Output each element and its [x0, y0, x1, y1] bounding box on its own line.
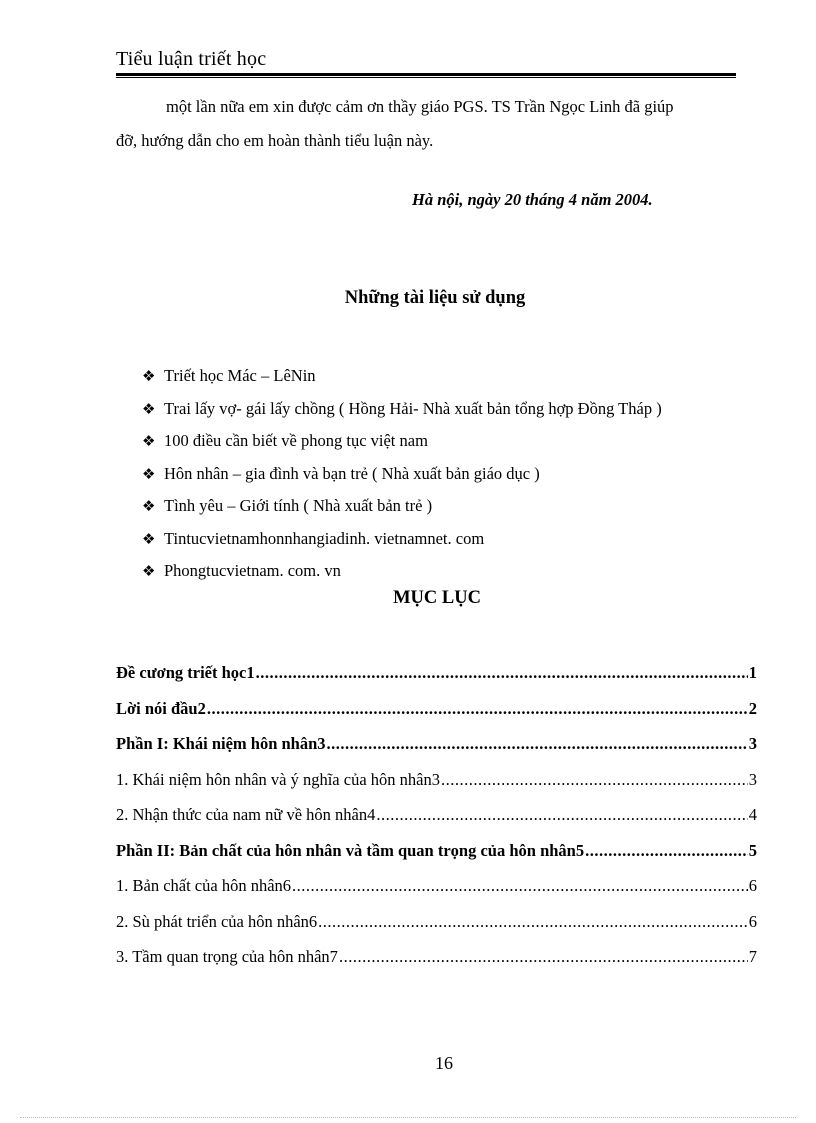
diamond-fleuron-icon: ❖ — [142, 497, 156, 516]
toc-entry-label: Lời nói đầu2 — [116, 698, 206, 718]
reference-text: Trai lấy vợ- gái lấy chồng ( Hồng Hải- Nhà xuất bản tổng hợp Đồng Tháp ) — [164, 398, 662, 418]
toc-entry[interactable] — [116, 766, 757, 802]
toc-dot-leader — [339, 943, 748, 971]
toc-entry[interactable] — [116, 801, 757, 837]
toc-entry-page: 3 — [748, 769, 757, 789]
toc-dot-leader — [292, 872, 748, 900]
reference-text: Triết học Mác – LêNin — [164, 366, 316, 386]
toc-dot-leader — [327, 730, 748, 758]
toc-entry-label: Đề cương triết học1 — [116, 663, 255, 682]
reference-item — [142, 555, 662, 588]
reference-item — [142, 425, 662, 458]
toc-title: MỤC LỤC — [393, 588, 481, 608]
toc-entry[interactable] — [116, 908, 757, 944]
diamond-fleuron-icon: ❖ — [142, 432, 156, 451]
toc-entry[interactable] — [116, 730, 757, 766]
toc-entry-page: 3 — [748, 734, 757, 753]
toc-dot-leader — [256, 659, 748, 687]
header-rule-thin — [116, 77, 736, 78]
toc-dot-leader — [318, 908, 748, 936]
toc-dot-leader — [441, 766, 748, 794]
reference-item — [142, 393, 662, 426]
reference-item — [142, 490, 662, 523]
page-number: 16 — [435, 1053, 453, 1073]
toc-entry-page: 2 — [748, 698, 757, 718]
toc-entry-label: Phần I: Khái niệm hôn nhân3 — [116, 734, 326, 753]
toc-entry-page: 7 — [748, 947, 757, 966]
toc-entry-label: Phần II: Bản chất của hôn nhân và tầm quan trọng của hôn nhân5 — [116, 840, 585, 860]
diamond-fleuron-icon: ❖ — [142, 464, 156, 483]
reference-text: Phongtucvietnam. com. vn — [164, 561, 341, 581]
page-bottom-dotted-border — [20, 1117, 796, 1118]
running-header-title: Tiểu luận triết học — [116, 48, 267, 70]
toc-entry[interactable] — [116, 943, 757, 979]
intro-paragraph — [116, 90, 756, 158]
toc-entry[interactable] — [116, 872, 757, 908]
toc-entry-page: 1 — [748, 663, 757, 682]
toc-entry-page: 6 — [748, 876, 757, 895]
diamond-fleuron-icon: ❖ — [142, 562, 156, 581]
toc-entry-label: 2. Sù phát triển của hôn nhân6 — [116, 911, 318, 931]
toc-dot-leader — [376, 801, 747, 829]
diamond-fleuron-icon: ❖ — [142, 529, 156, 548]
intro-line-1: một lần nữa em xin được cảm ơn thầy giáo PGS. TS Trần Ngọc Linh đã giúp — [166, 97, 674, 116]
header-rule-thick — [116, 73, 736, 76]
toc-entry-page: 6 — [748, 911, 757, 931]
reference-text: Tintucvietnamhonnhangiadinh. vietnamnet. com — [164, 528, 485, 548]
toc-entry-label: 3. Tầm quan trọng của hôn nhân7 — [116, 947, 338, 966]
reference-item — [142, 523, 662, 556]
table-of-contents — [116, 659, 757, 979]
toc-dot-leader — [585, 837, 748, 865]
toc-dot-leader — [207, 695, 748, 723]
toc-entry[interactable] — [116, 695, 757, 731]
reference-text: Hôn nhân – gia đình và bạn trẻ ( Nhà xuất bản giáo dục ) — [164, 463, 540, 483]
intro-line-2: đỡ, hướng dẫn cho em hoàn thành tiểu luận này. — [116, 131, 434, 150]
toc-entry[interactable] — [116, 837, 757, 873]
toc-entry-page: 4 — [748, 805, 757, 824]
reference-item — [142, 458, 662, 491]
reference-text: Tình yêu – Giới tính ( Nhà xuất bản trẻ ) — [164, 496, 433, 516]
references-list — [142, 360, 662, 588]
diamond-fleuron-icon: ❖ — [142, 399, 156, 418]
toc-entry-page: 5 — [748, 840, 757, 860]
toc-entry-label: 1. Bản chất của hôn nhân6 — [116, 876, 292, 895]
date-line: Hà nội, ngày 20 tháng 4 năm 2004. — [412, 190, 653, 209]
references-title: Những tài liệu sử dụng — [344, 288, 526, 308]
reference-item — [142, 360, 662, 393]
reference-text: 100 điều cần biết về phong tục việt nam — [164, 431, 428, 451]
toc-entry-label: 2. Nhận thức của nam nữ về hôn nhân4 — [116, 805, 376, 824]
diamond-fleuron-icon: ❖ — [142, 367, 156, 386]
toc-entry[interactable] — [116, 659, 757, 695]
toc-entry-label: 1. Khái niệm hôn nhân và ý nghĩa của hôn nhân3 — [116, 769, 440, 789]
